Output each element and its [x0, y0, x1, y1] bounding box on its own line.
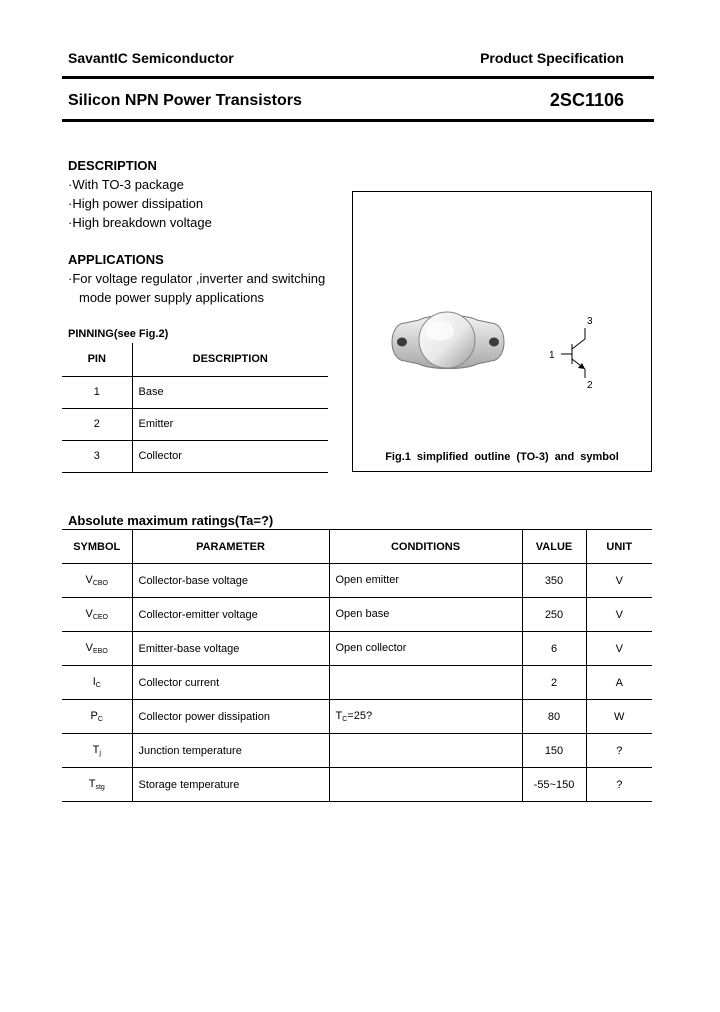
- table-row: [62, 632, 652, 666]
- parameter-cell: Junction temperature: [132, 734, 329, 768]
- pin-number: 2: [62, 408, 132, 440]
- symbol-pin-label-collector: 3: [587, 316, 593, 327]
- pin-description: Emitter: [132, 408, 328, 440]
- symbol-cell: [62, 564, 132, 598]
- pin-number: 1: [62, 376, 132, 408]
- table-row: [62, 666, 652, 700]
- conditions-header: CONDITIONS: [329, 530, 522, 564]
- symbol-text: V: [85, 608, 93, 620]
- symbol-text: T: [88, 778, 96, 790]
- pin-description: Base: [132, 376, 328, 408]
- value-cell: 2: [522, 666, 586, 700]
- pinning-header-row: [62, 343, 328, 376]
- value-cell: 250: [522, 598, 586, 632]
- unit-header: UNIT: [586, 530, 652, 564]
- npn-transistor-symbol-icon: [561, 328, 585, 378]
- parameter-cell: Collector current: [132, 666, 329, 700]
- description-item: ·High power dissipation: [68, 196, 204, 211]
- ratings-title: Absolute maximum ratings(Ta=?): [68, 513, 274, 528]
- pin-number: 3: [62, 440, 132, 472]
- conditions-cell: [329, 564, 522, 598]
- product-subtitle: Silicon NPN Power Transistors: [68, 92, 302, 109]
- value-cell: -55~150: [522, 768, 586, 802]
- table-row: [62, 598, 652, 632]
- figure-caption: Fig.1 simplified outline (TO-3) and symbol: [385, 451, 619, 463]
- symbol-pin-label-emitter: 2: [587, 380, 593, 391]
- unit-cell: ?: [586, 768, 652, 802]
- part-number: 2SC1106: [549, 90, 624, 110]
- symbol-pin-label-base: 1: [549, 350, 555, 361]
- symbol-text: T: [92, 744, 100, 756]
- unit-cell: ?: [586, 734, 652, 768]
- parameter-header: PARAMETER: [132, 530, 329, 564]
- ratings-header-row: [62, 530, 652, 564]
- conditions-cell: [329, 768, 522, 802]
- conditions-cell: [329, 700, 522, 734]
- unit-cell: W: [586, 700, 652, 734]
- parameter-cell: Collector-base voltage: [132, 564, 329, 598]
- description-item: ·With TO-3 package: [68, 177, 184, 192]
- parameter-cell: Storage temperature: [132, 768, 329, 802]
- table-row: [62, 768, 652, 802]
- symbol-cell: [62, 700, 132, 734]
- symbol-cell: [62, 632, 132, 666]
- symbol-subscript: j: [99, 750, 101, 757]
- parameter-cell: Collector-emitter voltage: [132, 598, 329, 632]
- symbol-header: SYMBOL: [62, 530, 132, 564]
- symbol-cell: [62, 734, 132, 768]
- company-name: SavantIC Semiconductor: [68, 50, 234, 66]
- table-row: [62, 564, 652, 598]
- parameter-cell: Emitter-base voltage: [132, 632, 329, 666]
- symbol-subscript: C: [97, 716, 103, 723]
- table-row: [62, 734, 652, 768]
- unit-cell: V: [586, 632, 652, 666]
- symbol-text: I: [92, 676, 96, 688]
- unit-cell: A: [586, 666, 652, 700]
- description-item: ·High breakdown voltage: [68, 215, 212, 230]
- description-title: DESCRIPTION: [68, 158, 157, 173]
- ratings-table: [62, 529, 652, 802]
- symbol-subscript: CEO: [92, 614, 108, 621]
- table-row: [62, 440, 328, 472]
- pin-description: Collector: [132, 440, 328, 472]
- value-cell: 6: [522, 632, 586, 666]
- value-cell: 80: [522, 700, 586, 734]
- pin-header: PIN: [62, 343, 132, 376]
- figure-svg: [353, 192, 651, 471]
- unit-cell: V: [586, 598, 652, 632]
- pinning-table: [62, 343, 328, 473]
- condition-text: T: [335, 710, 343, 722]
- conditions-cell: [329, 734, 522, 768]
- value-cell: 150: [522, 734, 586, 768]
- conditions-cell: [329, 632, 522, 666]
- doc-type: Product Specification: [480, 50, 624, 66]
- figure-box: [352, 191, 652, 472]
- applications-title: APPLICATIONS: [68, 252, 164, 267]
- header-rule-bottom: [62, 119, 654, 122]
- pinning-title: PINNING(see Fig.2): [68, 328, 169, 340]
- symbol-cell: [62, 598, 132, 632]
- symbol-text: V: [85, 642, 94, 654]
- symbol-subscript: EBO: [93, 648, 108, 655]
- symbol-cell: [62, 666, 132, 700]
- value-cell: 350: [522, 564, 586, 598]
- condition-subscript: C: [342, 716, 348, 723]
- condition-text: Open collector: [335, 642, 407, 654]
- unit-cell: V: [586, 564, 652, 598]
- to3-package-icon: [392, 312, 504, 369]
- parameter-cell: Collector power dissipation: [132, 700, 329, 734]
- table-row: [62, 376, 328, 408]
- applications-line: ·For voltage regulator ,inverter and switching: [68, 271, 326, 286]
- conditions-cell: [329, 666, 522, 700]
- header-rule-top: [62, 76, 654, 79]
- pin-description-header: DESCRIPTION: [132, 343, 328, 376]
- condition-text: Open emitter: [335, 574, 400, 586]
- table-row: [62, 700, 652, 734]
- symbol-subscript: CBO: [92, 580, 108, 587]
- symbol-subscript: stg: [95, 784, 105, 791]
- table-row: [62, 408, 328, 440]
- symbol-subscript: C: [95, 682, 101, 689]
- condition-tail: =25?: [347, 710, 373, 722]
- value-header: VALUE: [522, 530, 586, 564]
- ratings-body: [62, 564, 652, 802]
- symbol-text: P: [90, 710, 98, 722]
- symbol-text: V: [85, 574, 93, 586]
- condition-text: Open base: [335, 608, 390, 620]
- symbol-cell: [62, 768, 132, 802]
- applications-line: mode power supply applications: [79, 290, 264, 305]
- conditions-cell: [329, 598, 522, 632]
